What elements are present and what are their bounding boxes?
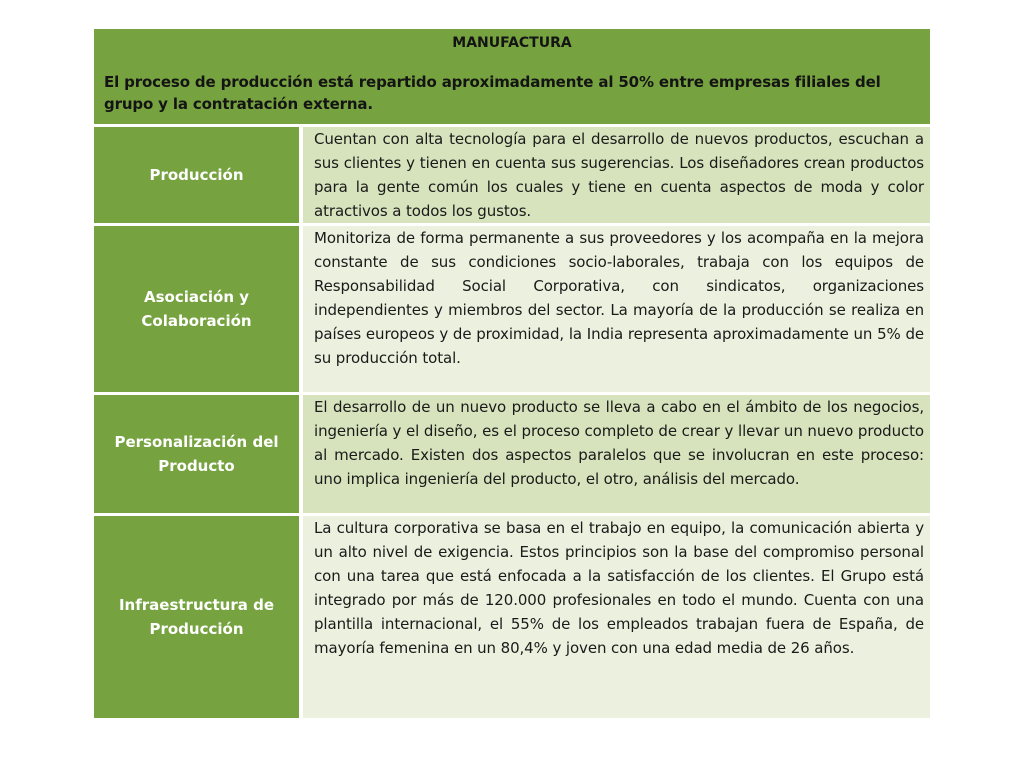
table-title: MANUFACTURA — [452, 35, 572, 51]
table-header — [94, 29, 930, 127]
row-label-asociacion: Asociación y Colaboración — [94, 226, 303, 395]
row-label-infraestructura: Infraestructura de Producción — [94, 516, 303, 721]
table-header-description: El proceso de producción está repartido aproximadamente al 50% entre empresas filiales del grupo y la contratación externa. — [104, 73, 881, 113]
row-text-produccion: Cuentan con alta tecnología para el desarrollo de nuevos productos, escuchan a sus clientes y tienen en cuenta sus sugerencias. Los diseñadores crean productos para la gente común los cuales y tiene en cuenta aspectos de moda y color atractivos a todos los gustos. — [303, 127, 930, 226]
row-label-personalizacion: Personalización del Producto — [94, 395, 303, 516]
row-label-produccion: Producción — [94, 127, 303, 226]
row-text-infraestructura: La cultura corporativa se basa en el trabajo en equipo, la comunicación abierta y un alto nivel de exigencia. Estos principios son la base del compromiso personal con una tarea que está enfocada a la satisfacción de los clientes. El Grupo está integrado por más de 120.000 profesionales en todo el mundo. Cuenta con una plantilla internacional, el 55% de los empleados trabajan fuera de España, de mayoría femenina en un 80,4% y joven con una edad media de 26 años. — [303, 516, 930, 721]
row-text-personalizacion: El desarrollo de un nuevo producto se lleva a cabo en el ámbito de los negocios, ingeniería y el diseño, es el proceso completo de crear y llevar un nuevo producto al mercado. Existen dos aspectos paralelos que se involucran en este proceso: uno implica ingeniería del producto, el otro, análisis del mercado. — [303, 395, 930, 516]
manufactura-table — [94, 29, 930, 721]
row-text-asociacion: Monitoriza de forma permanente a sus proveedores y los acompaña en la mejora constante de sus condiciones socio-laborales, trabaja con los equipos de Responsabilidad Social Corporativa, con sindicatos, organizaciones independientes y miembros del sector. La mayoría de la producción se realiza en países europeos y de proximidad, la India representa aproximadamente un 5% de su producción total. — [303, 226, 930, 395]
